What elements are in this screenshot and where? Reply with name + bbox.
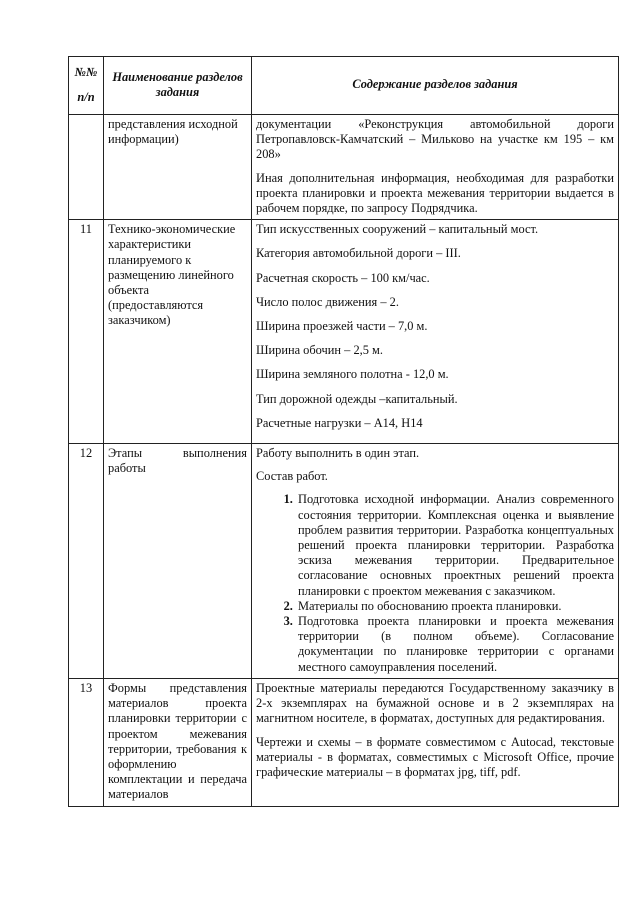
content-paragraph: Ширина проезжей части – 7,0 м. (256, 319, 428, 334)
content-paragraph: Иная дополнительная информация, необходимая для разработки проекта планировки и проекта межевания территории выдается в рабочем порядке, по запросу Подрядчика. (256, 170, 614, 216)
content-paragraph: Тип искусственных сооружений – капитальный мост. (256, 222, 539, 237)
row-content (252, 115, 619, 220)
content-paragraph: Ширина обочин – 2,5 м. (256, 343, 383, 358)
row-name: представления исходной информации) (104, 115, 252, 220)
content-paragraph: Проектные материалы передаются Государственному заказчику в 2-х экземплярах на бумажной основе и в 2 экземплярах на магнитном носителе, в форматах, доступных для редактирования. (256, 680, 614, 726)
list-item: 1. Подготовка исходной информации. Анализ современного состояния территории. Комплексная оценка и выявление проблем развития территории. Разработка концептуальных решений проекта планировки территории. Разработка эскиза межевания территории. Предварительное согласование основных проектных решений проекта планировки с проектом межевания с заказчиком. (296, 492, 614, 598)
row-name: Технико-экономические характеристики планируемого к размещению линейного объекта (предоставляются заказчиком) (104, 220, 252, 444)
header-section-content: Содержание разделов задания (252, 57, 619, 115)
content-paragraph: Работу выполнить в один этап. (256, 446, 420, 461)
table-header-row (69, 57, 619, 115)
content-paragraph: Состав работ. (256, 469, 328, 484)
row-number (69, 115, 104, 220)
content-paragraph: Число полос движения – 2. (256, 294, 399, 309)
table-row (69, 115, 619, 220)
row-number: 12 (69, 444, 104, 679)
table-row (69, 220, 619, 444)
row-content (252, 220, 619, 444)
row-name: Формы представления материалов проекта планировки территории с проектом межевания территории, требования к оформлению комплектации и передача материалов (104, 678, 252, 806)
content-paragraph: Категория автомобильной дороги – III. (256, 246, 461, 261)
row-name: Этапы выполнения работы (104, 444, 252, 679)
content-paragraph: Расчетная скорость – 100 км/час. (256, 270, 430, 285)
header-number (69, 57, 104, 115)
content-paragraph: Чертежи и схемы – в формате совместимом с Autocad, текстовые материалы - в форматах, совместимых с Microsoft Office, прочие графические материалы – в форматах jpg, tiff, pdf. (256, 734, 614, 779)
content-paragraph: Расчетные нагрузки – А14, Н14 (256, 415, 423, 430)
list-item: 3. Подготовка проекта планировки и проекта межевания территории (в полном объеме). Согласование документации по планировке территории с органами местного самоуправления поселений. (296, 614, 614, 675)
row-number: 13 (69, 678, 104, 806)
content-paragraph: документации «Реконструкция автомобильной дороги Петропавловск-Камчатский – Мильково на участке км 195 – км 208» (256, 117, 614, 162)
row-content (252, 678, 619, 806)
content-paragraph: Ширина земляного полотна - 12,0 м. (256, 367, 449, 382)
header-section-name: Наименование разделов задания (104, 57, 252, 115)
requirements-table (68, 56, 619, 807)
work-list (256, 492, 614, 674)
list-item: 2. Материалы по обоснованию проекта планировки. (296, 599, 614, 614)
table-row (69, 678, 619, 806)
content-paragraph: Тип дорожной одежды –капитальный. (256, 391, 458, 406)
row-number: 11 (69, 220, 104, 444)
row-content (252, 444, 619, 679)
table-row (69, 444, 619, 679)
header-number-top: №№ (74, 64, 98, 79)
header-number-bottom: п/п (77, 90, 95, 104)
